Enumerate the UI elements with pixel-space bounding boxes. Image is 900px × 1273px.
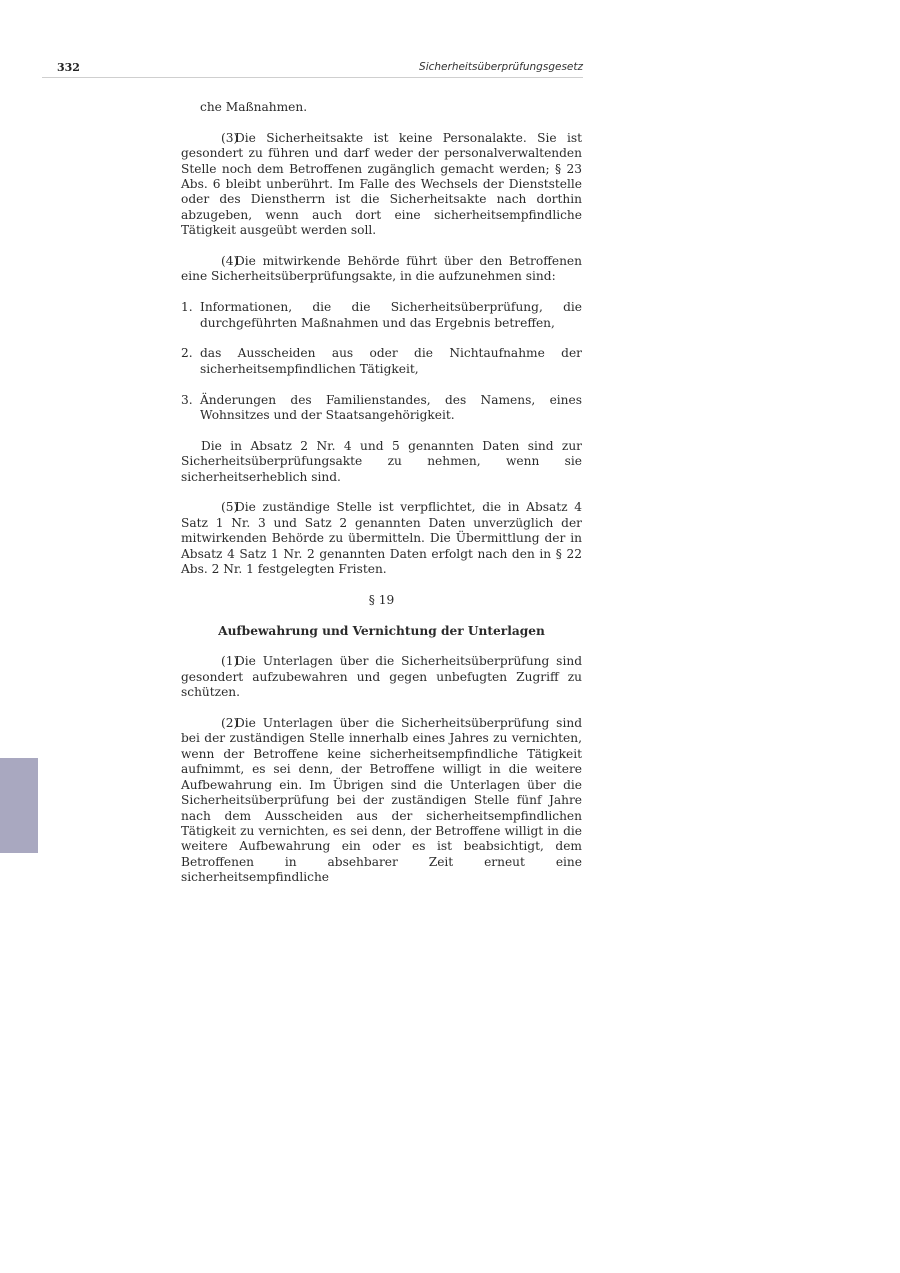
running-title: Sicherheitsüberprüfungsgesetz [419, 61, 583, 73]
paragraph-text: Die mitwirkende Behörde führt über den Betroffenen eine Sicherheitsüberprüfungsakte, in die aufzunehmen sind: [181, 254, 582, 284]
list-item [181, 346, 582, 377]
list-item [181, 393, 582, 424]
paragraph-5 [181, 500, 582, 577]
list-number: 1. [181, 300, 193, 315]
chapter-thumb-tab [0, 758, 38, 853]
page-body [181, 100, 582, 901]
section-19-paragraph-1 [181, 654, 582, 700]
paragraph-3 [181, 131, 582, 239]
continuation-text: che Maßnahmen. [200, 100, 308, 114]
paragraph-4 [181, 254, 582, 285]
paragraph-text: Die Sicherheitsakte ist keine Personalakte. Sie ist gesondert zu führen und darf weder der personalverwaltenden Stelle noch dem Betroffenen zugänglich gemacht werden; § 23 Abs. 6 bleibt unberührt. Im Falle des Wechsels der Dienststelle oder des Dienstherrn ist die Sicherheitsakte nach dorthin abzugeben, wenn auch dort eine sicherheitsempfindliche Tätigkeit ausgeübt werden soll. [181, 130, 582, 238]
section-number: § 19 [368, 592, 395, 607]
page-header [42, 60, 583, 78]
paragraph-text: Die zuständige Stelle ist verpflichtet, die in Absatz 4 Satz 1 Nr. 3 und Satz 2 genannten Daten unverzüglich der mitwirkenden Behörde zu übermitteln. Die Übermittlung der in Absatz 4 Satz 1 Nr. 2 genannten Daten erfolgt nach den in § 22 Abs. 2 Nr. 1 festgelegten Fristen. [181, 500, 582, 577]
page-number: 332 [57, 61, 80, 74]
list-number: 2. [181, 346, 193, 361]
paragraph-number: (3) [221, 130, 239, 145]
paragraph-text: Die Unterlagen über die Sicherheitsüberprüfung sind gesondert aufzubewahren und gegen unbefugten Zugriff zu schützen. [181, 654, 582, 700]
list-text: Änderungen des Familienstandes, des Namens, eines Wohnsitzes und der Staatsangehörigkeit. [200, 392, 582, 423]
paragraph-text: Die Unterlagen über die Sicherheitsüberprüfung sind bei der zuständigen Stelle innerhalb eines Jahres zu vernichten, wenn der Betroffene keine sicherheitsempfindliche Tätigkeit aufnimmt, es sei denn, der Betroffene willigt in die weitere Aufbewahrung ein. Im Übrigen sind die Unterlagen über die Sicherheitsüberprüfung bei der zuständigen Stelle fünf Jahre nach dem Ausscheiden aus der sicherheitsempfindlichen Tätigkeit zu vernichten, es sei denn, der Betroffene willigt in die weitere Aufbewahrung ein oder es ist beabsichtigt, dem Betroffenen in absehbarer Zeit erneut eine sicherheitsempfindliche [181, 716, 582, 885]
paragraph-4-closing: Die in Absatz 2 Nr. 4 und 5 genannten Daten sind zur Sicherheitsüberprüfungsakte zu nehmen, wenn sie sicherheitserheblich sind. [181, 438, 582, 484]
section-19-paragraph-2 [181, 716, 582, 885]
paragraph-number: (5) [221, 500, 239, 515]
paragraph-number: (1) [221, 654, 239, 669]
list-item [181, 300, 582, 331]
paragraph-number: (4) [221, 254, 239, 269]
section-title: Aufbewahrung und Vernichtung der Unterlagen [218, 623, 545, 638]
list-number: 3. [181, 392, 193, 407]
list-text: das Ausscheiden aus oder die Nichtaufnahme der sicherheitsempfindlichen Tätigkeit, [200, 346, 582, 376]
numbered-list [181, 300, 582, 423]
paragraph-number: (2) [221, 716, 239, 731]
list-text: Informationen, die die Sicherheitsüberprüfung, die durchgeführten Maßnahmen und das Ergebnis betreffen, [200, 300, 582, 330]
